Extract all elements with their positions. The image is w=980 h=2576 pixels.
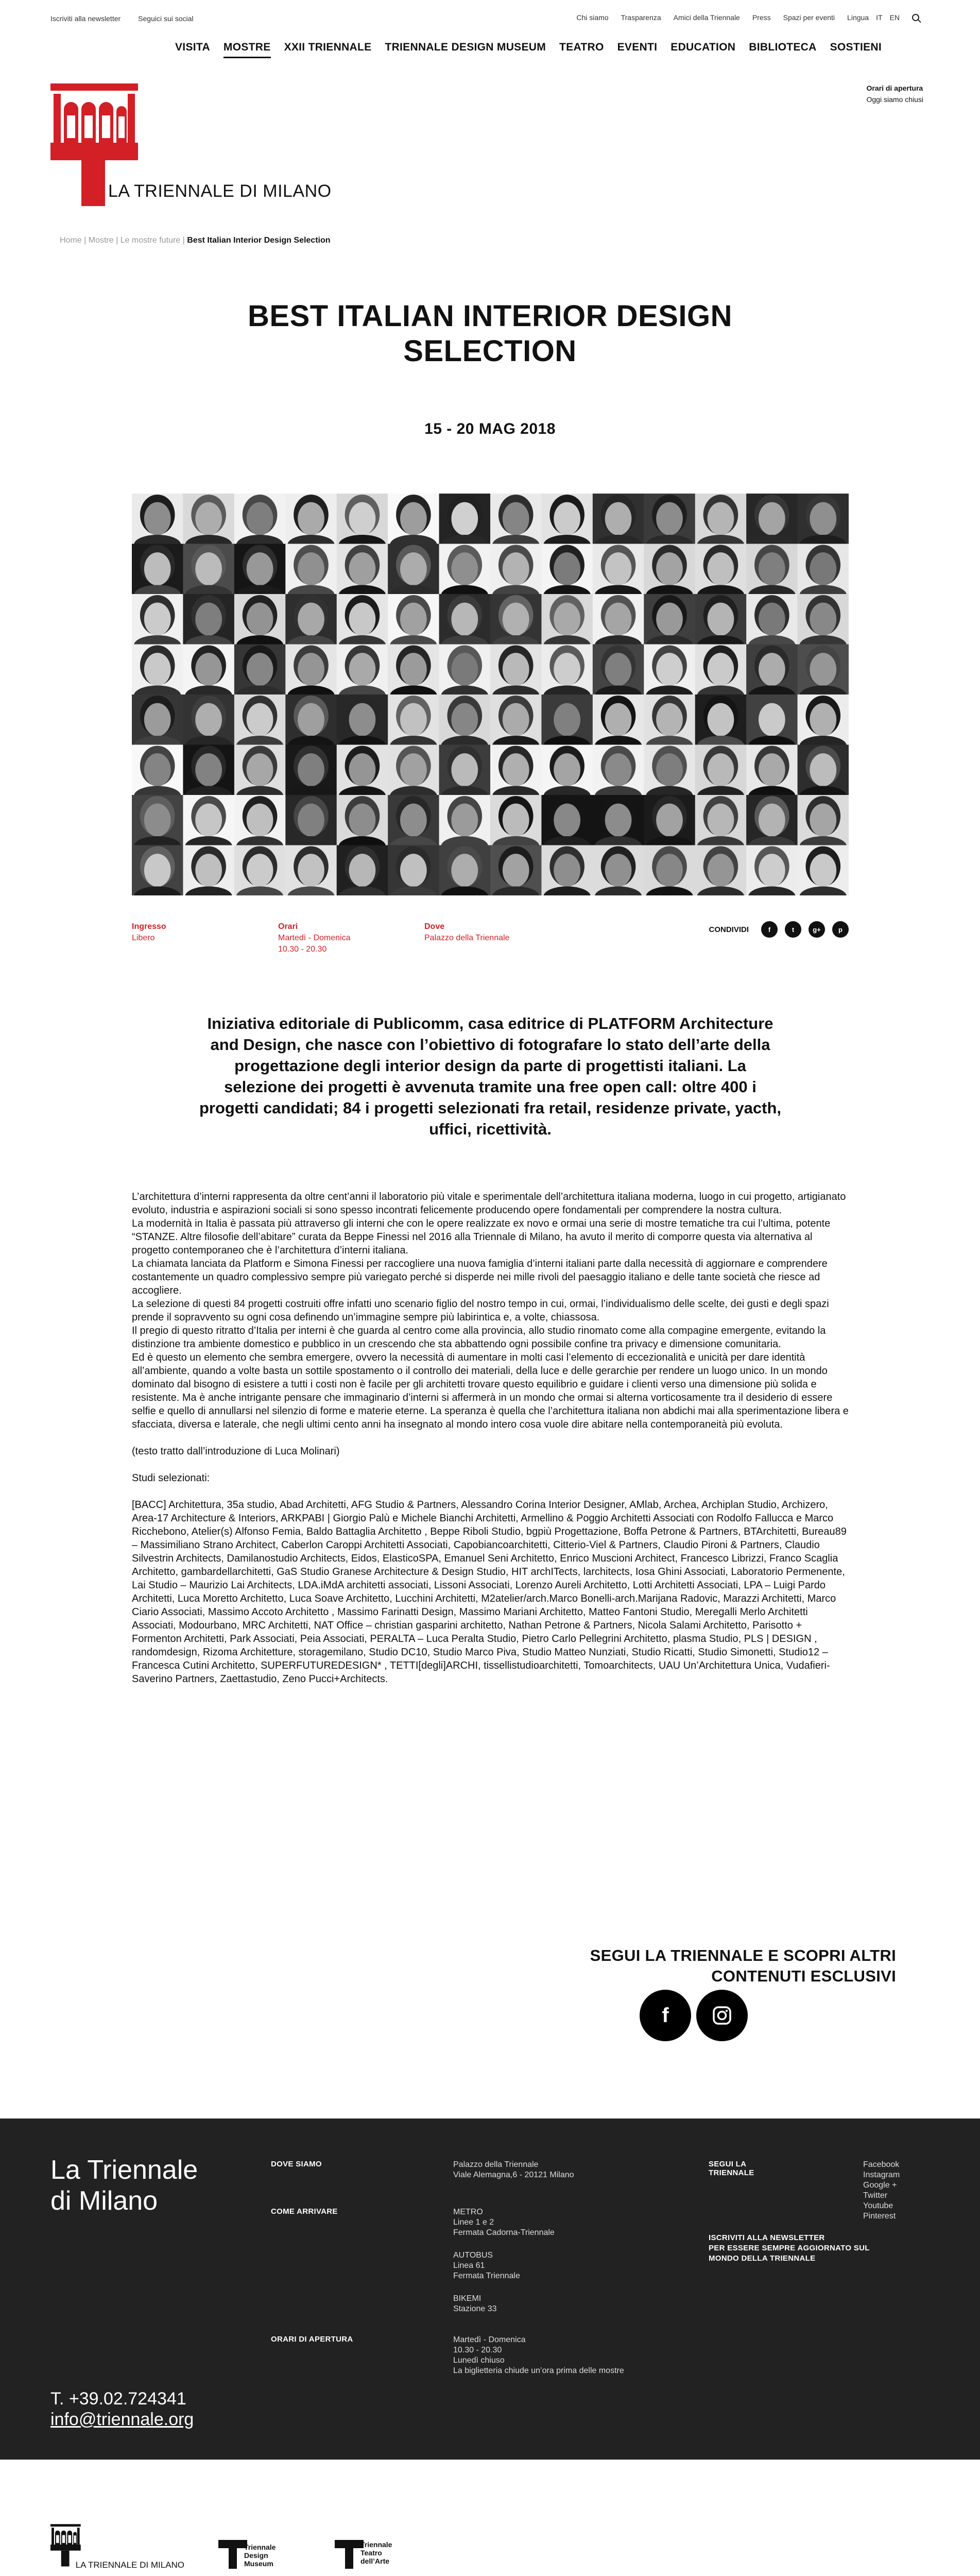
hours-title: Orari di apertura (866, 84, 923, 92)
bikemi-station: Stazione 33 (453, 2304, 497, 2313)
body-text (132, 1190, 849, 1686)
logo-text: LA TRIENNALE DI MILANO (108, 181, 332, 201)
triennale-footer-logo-text: LA TRIENNALE DI MILANO (75, 2560, 184, 2570)
footer-pinterest-link[interactable]: Pinterest (863, 2212, 896, 2221)
footer-address: Viale Alemagna,6 - 20121 Milano (453, 2171, 574, 2179)
metro-lines: Linee 1 e 2 (453, 2218, 494, 2227)
social-link[interactable]: Seguici sui social (138, 14, 194, 23)
nav-visita[interactable]: VISITA (175, 41, 210, 53)
portrait-tile (234, 845, 286, 896)
dove-value: Palazzo della Triennale (424, 934, 510, 942)
info-orari (278, 921, 351, 955)
info-row (132, 921, 849, 962)
portrait-tile (183, 845, 234, 896)
segui-label-line2: TRIENNALE (709, 2168, 754, 2177)
share-label: CONDIVIDI (709, 925, 749, 934)
studi-list: [BACC] Architettura, 35a studio, Abad Architetti, AFG Studio & Partners, Alessandro Corina Interior Designer, AMlab, Archea, Archiplan Studio, Archizero, Area-17 Architecture & Interiors, ARKPABI | Giorgio Palù e Michele Bianchi Architetti, Armellino & Poggio Architetti Associati con Rodolfo Fallucca e Marco Ricchebono, Atelier(s) Alfonso Femia, Baldo Battaglia Architetto , Beppe Riboli Studio, bgpiù Progettazione, Boffa Petrone & Partners, BTArchitetti, Bureau89 – Massimiliano Strano Architect, Caberlon Caroppi Architetti Associati, Capobiancoarchitetti, Citterio-Viel & Partners, Claudio Pironi & Partners, Claudio Silvestrin Architects, Damilanostudio Architects, Eidos, ElasticoSPA, Emanuel Seni Architetto, Enrico Muscioni Architect, Francesco Librizzi, Franco Scaglia Architetto, gambardellarchitetti, GaS Studio Granese Architecture & Design Studio, HIT archITects, larchitects, Iosa Ghini Associati, Laboratorio Permenente, Lai Studio – Maurizio Lai Architects, LDA.iMdA architetti associati, Lissoni Associati, Lorenzo Aureli Architetto, Lotti Architetti Associati, LPA – Luigi Pardo Architetti, Luca Moretto Architetto, Luca Soave Architetto, Lucchini Architetti, M2atelier/arch.Marco Bonelli-arch.Marijana Radovic, Marazzi Architetti, Marco Ciario Associati, Massimo Accoto Architetto , Massimo Farinatti Design, Massimo Mariani Architetto, Matteo Fantoni Studio, Meregalli Merlo Architetti Associati, Modourbano, MRC Architetti, NAT Office – christian gasparini architetto, Nathan Petrone & Partners, Nicola Salami Architetto, Parisotto + Formenton Architetti, Park Associati, Peia Associati, PERALTA – Luca Peralta Studio, Pietro Carlo Pellegrini Architetto, plasma Studio, PLS | DESIGN , randomdesign, Rizoma Architetture, storagemilano, Studio DC10, Studio Marco Piva, Studio Matteo Nunziati, Studio Ricatti, Studio Simonetti, Studio12 – Francesca Cutini Architetto, SUPERFUTUREDESIGN* , TETTI[degli]ARCHI, tissellistudioarchitetti, Tomoarchitects, UAU Un’Architettura Unica, Vudafieri-Saverino Partners, Zaettastudio, Zeno Pucci+Architects. (132, 1499, 847, 1685)
orari-apertura-value (453, 2335, 624, 2376)
spazi-eventi-link[interactable]: Spazi per eventi (783, 13, 835, 22)
nav-biblioteca[interactable]: BIBLIOTECA (749, 41, 817, 53)
design-museum-logo[interactable] (218, 2534, 306, 2575)
come-arrivare-label: COME ARRIVARE (271, 2207, 338, 2216)
follow-buttons (640, 1990, 748, 2041)
page-title (0, 299, 980, 369)
dm-line3: Museum (244, 2560, 273, 2568)
t-logo-icon (335, 2540, 364, 2569)
portrait-tile (541, 845, 593, 896)
dm-line2: Design (244, 2551, 268, 2560)
dove-siamo-label: DOVE SIAMO (271, 2160, 322, 2168)
lang-en[interactable]: EN (889, 13, 900, 22)
portrait-tile (388, 845, 439, 896)
footer-brand (50, 2155, 198, 2216)
nav-mostre[interactable]: MOSTRE (223, 41, 271, 58)
breadcrumb-mostre[interactable]: Mostre (88, 236, 114, 245)
segui-label-line1: SEGUI LA (709, 2160, 747, 2168)
twitter-share-icon[interactable]: t (785, 921, 801, 938)
segui-label (709, 2160, 754, 2177)
newsletter-line3: MONDO DELLA TRIENNALE (709, 2254, 816, 2263)
footer-contact (50, 2388, 194, 2430)
breadcrumb: Home | Mostre | Le mostre future | Best Italian Interior Design Selection (60, 236, 331, 245)
footer-address-name: Palazzo della Triennale (453, 2160, 539, 2169)
footer-googleplus-link[interactable]: Google + (863, 2181, 897, 2190)
body-paragraph: La modernità in Italia è passata più attraverso gli interni che con le opere realizzate ex novo e ormai una serie di mostre tematiche tra cui l’ultima, potente “STANZE. Altre filosofie dell’abitare” curata da Beppe Finessi nel 2016 alla Triennale di Milano, ha avuto il merito di comporre questa via alternativa al progetto contemporaneo che è l’architettura d’interni italiana. (132, 1218, 831, 1256)
exhibition-dates: 15 - 20 MAG 2018 (424, 420, 556, 437)
teatro-line1: Triennale (360, 2540, 392, 2549)
bikemi-info (453, 2294, 497, 2314)
facebook-share-icon[interactable]: f (761, 921, 778, 938)
ingresso-label: Ingresso (132, 922, 166, 931)
portrait-tile (490, 845, 542, 896)
orari-value-hours: 10.30 - 20.30 (278, 945, 327, 954)
language-switch (847, 13, 900, 22)
footer-brand-line2: di Milano (50, 2186, 158, 2216)
top-bar (0, 0, 980, 37)
press-link[interactable]: Press (752, 13, 771, 22)
trasparenza-link[interactable]: Trasparenza (621, 13, 661, 22)
portrait-tile (695, 845, 747, 896)
portrait-tile (798, 845, 849, 896)
chi-siamo-link[interactable]: Chi siamo (576, 13, 609, 22)
footer-social-links (863, 2160, 900, 2222)
title-section (0, 299, 980, 438)
nav-sostieni[interactable]: SOSTIENI (830, 41, 882, 53)
follow-line2: CONTENUTI ESCLUSIVI (711, 1967, 896, 1985)
dove-siamo-value (453, 2160, 574, 2180)
site-footer (0, 2119, 980, 2460)
lingua-label: Lingua (847, 13, 869, 22)
orari-value-days: Martedì - Domenica (278, 934, 351, 942)
main-nav (175, 41, 882, 58)
design-museum-text (244, 2543, 276, 2568)
autobus-label: AUTOBUS (453, 2251, 493, 2260)
nav-education[interactable]: EDUCATION (670, 41, 736, 53)
nav-design-museum[interactable]: TRIENNALE DESIGN MUSEUM (385, 41, 546, 53)
follow-heading (443, 1945, 896, 1987)
footer-orari-hours: 10.30 - 20.30 (453, 2346, 502, 2354)
hours-status: Oggi siamo chiusi (866, 95, 923, 104)
teatro-line3: dell’Arte (360, 2557, 390, 2565)
body-paragraph: La chiamata lanciata da Platform e Simona Finessi per raccogliere una nuova famiglia d’interni italiani parte dalla necessità di aggiornare e comprendere costantemente un quadro complessivo sempre più variegato perché si disperde nei mille rivoli del paesaggio italiano e delle tante società che riesce ad accogliere. (132, 1258, 828, 1296)
dm-line1: Triennale (244, 2543, 276, 2551)
opening-hours[interactable] (867, 82, 924, 105)
teatro-text (360, 2540, 392, 2565)
footer-facebook-link[interactable]: Facebook (863, 2160, 900, 2169)
dove-label: Dove (424, 922, 445, 931)
page-title-line1: BEST ITALIAN INTERIOR DESIGN (248, 299, 732, 333)
body-paragraph: L’architettura d’interni rappresenta da oltre cent’anni il laboratorio più vitale e sperimentale dell’architettura italiana moderna, luogo in cui progetto, artigianato evoluto, industria e aspirazioni sociali si sono spesso incontrati felicemente producendo opere fondamentali per comprendere la nostra cultura. (132, 1191, 846, 1216)
footer-brand-line1: La Triennale (50, 2155, 198, 2185)
site-logo[interactable] (50, 82, 332, 206)
instagram-icon (712, 2005, 732, 2026)
portrait-tile (644, 845, 695, 896)
nav-eventi[interactable]: EVENTI (617, 41, 658, 53)
page-title-line2: SELECTION (403, 334, 577, 368)
t-logo-icon (218, 2540, 247, 2569)
footer-orari-days: Martedì - Domenica (453, 2335, 526, 2344)
ingresso-value: Libero (132, 934, 155, 942)
footer-youtube-link[interactable]: Youtube (863, 2201, 893, 2210)
autobus-line: Linea 61 (453, 2261, 485, 2270)
body-paragraph: Ed è questo un elemento che sembra emergere, ovvero la necessità di aumentare in molti casi l’elemento di eccezionalità e unicità per dare identità all’ambiente, quando a volte basta un sottile spostamento o il controllo dei materiali, della luce e delle gerarchie per rendere un luogo unico. In un mondo dominato dal bisogno di esistere a tutti i costi non è facile per gli architetti trovare questo equilibrio e guidare i clienti verso una dimensione più solida e resistente. Ma è anche intrigante pensare che immaginario d’interni si affermerà in un mondo che ormai si alterna vorticosamente tra il desiderio di essere selfie e quello di annullarsi nel silenzio di forme e materie eterne. La speranza è quella che l’architettura italiana non abdichi mai alla sperimentazione libera e sfacciata, diversa e laterale, che negli ultimi cento anni ha insegnato al mondo intero cosa vuole dire abitare nella contemporaneità più evoluta. (132, 1352, 849, 1430)
info-ingresso (132, 921, 166, 944)
googleplus-share-icon[interactable]: g+ (809, 921, 825, 938)
portrait-tile (285, 845, 337, 896)
nav-xxii-triennale[interactable]: XXII TRIENNALE (284, 41, 372, 53)
portrait-tile (337, 845, 388, 896)
breadcrumb-home[interactable]: Home (60, 236, 82, 245)
orari-label: Orari (278, 922, 298, 931)
top-bar-left (50, 14, 194, 23)
newsletter-link[interactable]: Iscriviti alla newsletter (50, 14, 121, 23)
orari-apertura-label: ORARI DI APERTURA (271, 2335, 353, 2344)
footer-orari-closed: Lunedì chiuso (453, 2356, 505, 2365)
newsletter-line1: ISCRIVITI ALLA NEWSLETTER (709, 2233, 825, 2242)
amici-link[interactable]: Amici della Triennale (673, 13, 740, 22)
share-bar (709, 921, 849, 938)
intro-text: Iniziativa editoriale di Publicomm, casa editrice di PLATFORM Architecture and Design, che nasce con l’obiettivo di fotografare lo stato dell’arte della progettazione degli interior design da parte di progettisti italiani. La selezione dei progetti è avvenuta tramite una free open call: oltre 400 i progetti candidati; 84 i progetti selezionati fra retail, residenze private, yacth, uffici, ricettività. (199, 1014, 782, 1138)
info-dove (424, 921, 509, 944)
autobus-info (453, 2250, 520, 2281)
top-bar-right (576, 13, 919, 22)
search-icon[interactable] (912, 14, 919, 21)
bikemi-label: BIKEMI (453, 2294, 482, 2303)
body-paragraph: La selezione di questi 84 progetti costruiti offre infatti uno scenario figlio del nostro tempo in cui, ormai, l’individualismo delle scelte, dei gusti e degli spazi prende il sopravvento su ogni cosa definendo un’immagine sempre più labirintica e, a volte, chiassosa. (132, 1298, 829, 1323)
teatro-line2: Teatro (360, 2549, 382, 2557)
portraits-grid (132, 494, 849, 895)
portrait-tile (746, 845, 798, 896)
breadcrumb-current: Best Italian Interior Design Selection (187, 236, 331, 245)
metro-label: METRO (453, 2208, 483, 2216)
pinterest-share-icon[interactable]: p (832, 921, 849, 938)
studi-selezionati-label: Studi selezionati: (132, 1472, 210, 1484)
follow-line1: SEGUI LA TRIENNALE E SCOPRI ALTRI (590, 1946, 896, 1964)
body-quote-source: (testo tratto dall’introduzione di Luca Molinari) (132, 1446, 340, 1457)
metro-stop: Fermata Cadorna-Triennale (453, 2228, 555, 2237)
portraits-mosaic-image (132, 494, 849, 895)
portrait-tile (132, 845, 183, 896)
teatro-logo[interactable] (335, 2534, 422, 2575)
body-paragraph: Il pregio di questo ritratto d’Italia per interni è che guarda al centro come alla provincia, allo studio rinomato come alla compagine emergente, evitando la distinzione tra ambiente domestico e pubblico in un crescendo che sta abbattendo ogni possibile confine tra privacy e dimensione comunitaria. (132, 1325, 826, 1350)
footer-newsletter-link[interactable] (709, 2233, 870, 2264)
footer-orari-note: La biglietteria chiude un’ora prima delle mostre (453, 2366, 624, 2375)
portrait-tile (593, 845, 644, 896)
footer-twitter-link[interactable]: Twitter (863, 2191, 888, 2200)
autobus-stop: Fermata Triennale (453, 2272, 520, 2280)
footer-instagram-link[interactable]: Instagram (863, 2171, 900, 2179)
facebook-follow-icon[interactable]: f (640, 1990, 691, 2041)
footer-phone[interactable]: T. +39.02.724341 (50, 2389, 186, 2409)
metro-info (453, 2207, 555, 2238)
triennale-footer-logo[interactable] (50, 2514, 184, 2576)
lang-it[interactable]: IT (876, 13, 883, 22)
nav-teatro[interactable]: TEATRO (559, 41, 604, 53)
breadcrumb-future[interactable]: Le mostre future (120, 236, 181, 245)
newsletter-line2: PER ESSERE SEMPRE AGGIORNATO SUL (709, 2244, 870, 2252)
instagram-follow-icon[interactable] (696, 1990, 748, 2041)
portrait-tile (439, 845, 491, 896)
footer-email[interactable]: info@triennale.org (50, 2410, 194, 2429)
